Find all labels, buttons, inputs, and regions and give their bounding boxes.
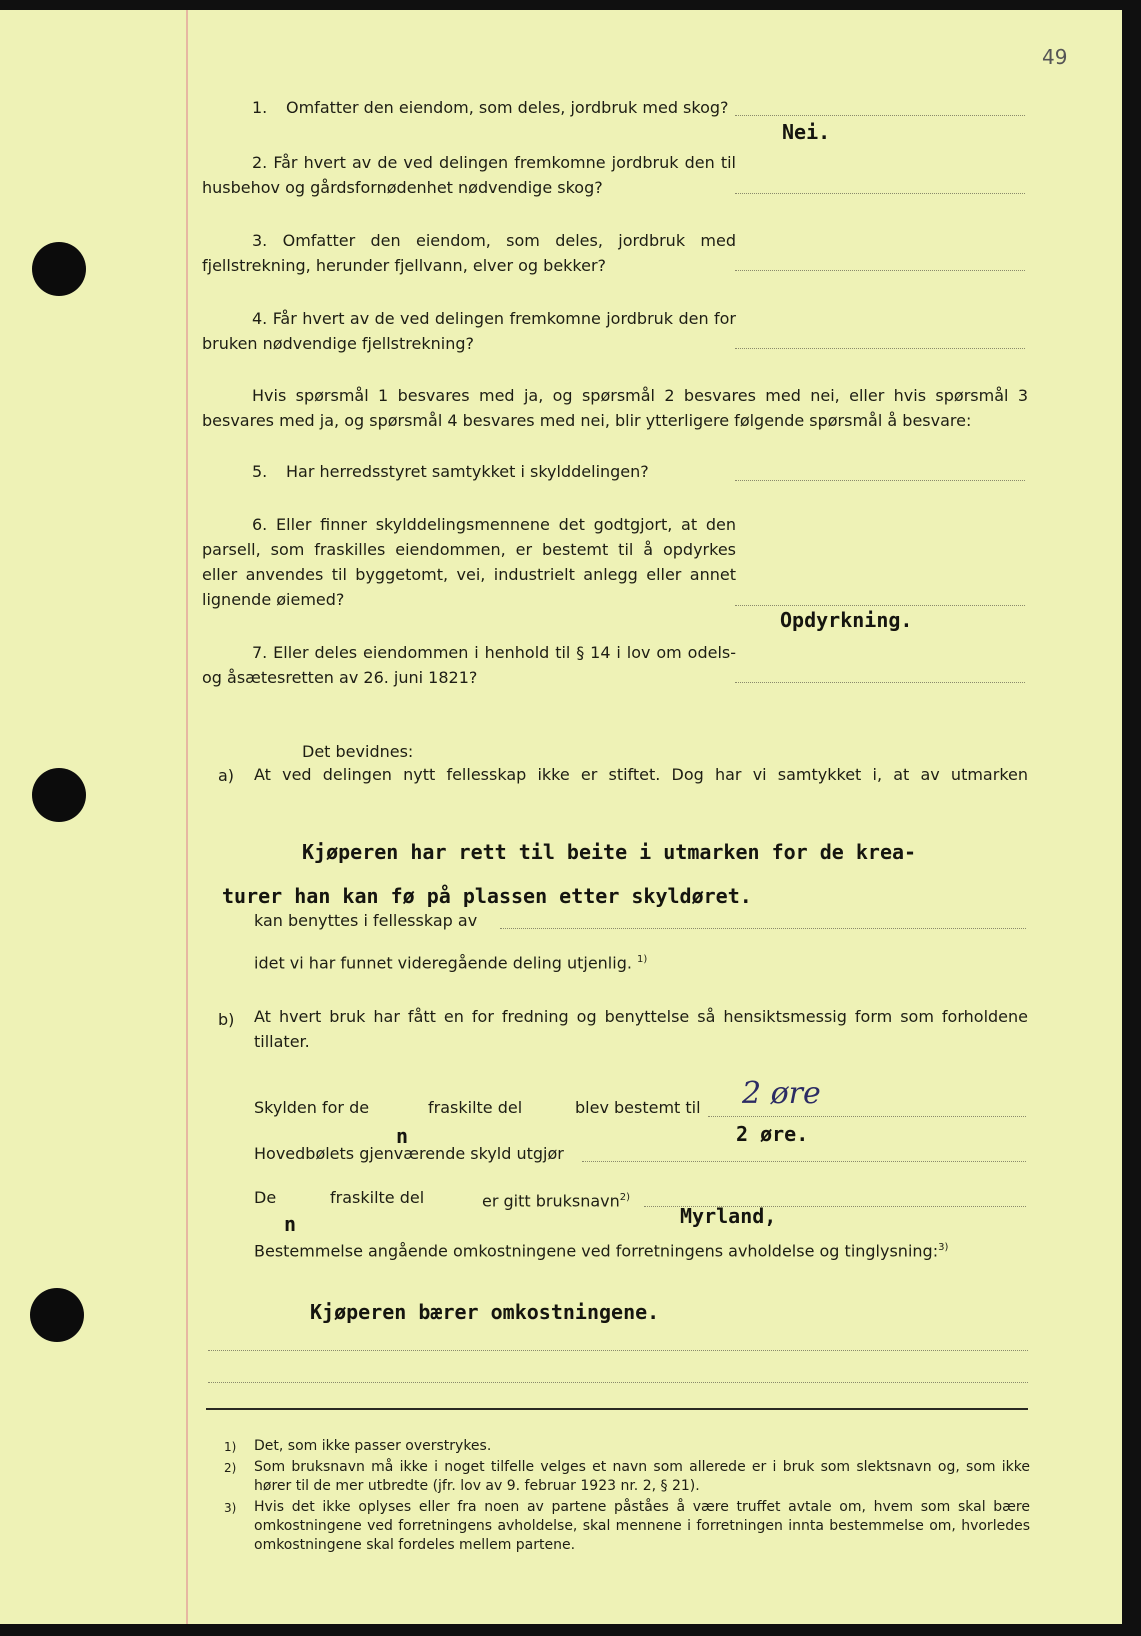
handwritten-skyld: 2 øre <box>742 1076 821 1111</box>
footnote-2-mark: 2) <box>224 1461 237 1475</box>
skyld-w3: blev bestemt til <box>575 1098 701 1117</box>
fill-line <box>644 1206 1026 1207</box>
footnote-3-text: Hvis det ikke oplyses eller fra noen av partene påståes å være truffet avtale om, hvem som skal bære omkostningene ved forretningens avholdelse, skal mennene i forretningen innta bestemmelse om, hvorledes omkostningene skal fordeles mellem partene. <box>254 1499 1030 1553</box>
cert-b-text: At hvert bruk har fått en for fredning og benyttelse så hensiktsmessig form som forholdene tillater. <box>254 1007 1028 1051</box>
footnote-1-text: Det, som ikke passer overstrykes. <box>254 1438 492 1454</box>
question-6-number: 6. <box>252 515 268 534</box>
bruksnavn-w1: De <box>254 1188 277 1207</box>
typed-n-2: n <box>284 1212 297 1236</box>
cert-b-label: b) <box>218 1010 235 1029</box>
footnote-ref-3: 3) <box>938 1242 949 1253</box>
cert-a-continued: kan benyttes i fellesskap av <box>254 911 478 930</box>
question-7 <box>202 640 736 690</box>
footnote-ref-2: 2) <box>619 1192 631 1203</box>
punch-hole <box>32 768 86 822</box>
bruksnavn-w3: er gitt bruksnavn <box>482 1191 620 1211</box>
certification-heading: Det bevidnes: <box>302 742 414 761</box>
question-5-text: Har herredsstyret samtykket i skylddelingen? <box>286 462 649 481</box>
footnote-ref-1: 1) <box>637 954 648 965</box>
fill-line <box>208 1382 1028 1383</box>
typed-n-1: n <box>396 1124 409 1148</box>
answer-line <box>735 682 1025 683</box>
question-7-text: Eller deles eiendommen i henhold til § 14 i lov om odels- og åsætesretten av 26. juni 1821? <box>202 643 736 687</box>
answer-line <box>735 480 1025 481</box>
bruksnavn-value: Myrland, <box>680 1204 777 1228</box>
margin-line <box>186 10 188 1624</box>
question-4-number: 4. <box>252 309 268 328</box>
skyld-w2: fraskilte del <box>428 1098 523 1117</box>
page-number: 49 <box>1042 45 1068 69</box>
fill-line <box>708 1116 1026 1117</box>
question-4 <box>202 306 736 356</box>
cert-a-text: At ved delingen nytt fellesskap ikke er stiftet. Dog har vi samtykket i, at av utmarken <box>254 765 1028 784</box>
answer-line <box>735 348 1025 349</box>
typed-line-1: Kjøperen har rett til beite i utmarken for de krea- <box>302 840 917 864</box>
answer-line <box>735 115 1025 116</box>
bruksnavn-w2: fraskilte del <box>330 1188 425 1207</box>
punch-hole <box>32 242 86 296</box>
skyld-typed-value: 2 øre. <box>736 1122 809 1146</box>
fill-line <box>582 1161 1026 1162</box>
footnote-2-text: Som bruksnavn må ikke i noget tilfelle velges et navn som allerede er i bruk som slektsnavn og, som ikke hører til de mer utbredte (jfr. lov av 9. februar 1923 nr. 2, § 21). <box>254 1459 1030 1494</box>
fill-line <box>208 1350 1028 1351</box>
question-5-number: 5. <box>252 462 268 481</box>
costs-label: Bestemmelse angående omkostningene ved forretningens avholdelse og tinglysning: <box>254 1241 939 1261</box>
footnote-1-mark: 1) <box>224 1440 237 1454</box>
cert-a-label: a) <box>218 766 235 785</box>
question-1-text: Omfatter den eiendom, som deles, jordbruk med skog? <box>286 98 729 117</box>
footnote-3-mark: 3) <box>224 1501 237 1515</box>
question-1-number: 1. <box>252 98 268 117</box>
answer-line <box>735 270 1025 271</box>
bruksnavn-w3-wrap <box>482 1188 630 1211</box>
cert-a-end <box>254 950 647 973</box>
costs-value: Kjøperen bærer omkostningene. <box>310 1300 660 1324</box>
answer-line <box>735 605 1025 606</box>
skyld-w1: Skylden for de <box>254 1098 370 1117</box>
answer-6: Opdyrkning. <box>780 608 913 632</box>
question-6 <box>202 512 736 612</box>
costs-label-wrap <box>254 1238 948 1261</box>
question-3 <box>202 228 736 278</box>
punch-hole <box>30 1288 84 1342</box>
answer-1: Nei. <box>782 120 831 144</box>
cert-a-end-text: idet vi har funnet videregående deling utjenlig. <box>254 953 632 973</box>
question-4-text: Får hvert av de ved delingen fremkomne jordbruk den for bruken nødvendige fjellstrekning? <box>202 309 737 353</box>
document-page <box>0 10 1122 1624</box>
question-2-number: 2. <box>252 153 268 172</box>
question-2 <box>202 150 736 200</box>
answer-line <box>735 193 1025 194</box>
conditional-note: Hvis spørsmål 1 besvares med ja, og spørsmål 2 besvares med nei, eller hvis spørsmål 3 besvares med ja, og spørsmål 4 besvares med nei, blir ytterligere følgende spørsmål å besvare: <box>202 386 1028 430</box>
question-3-number: 3. <box>252 231 268 250</box>
question-2-text: Får hvert av de ved delingen fremkomne jordbruk den til husbehov og gårdsfornødenhet nødvendige skog? <box>202 153 736 197</box>
footnote-separator <box>206 1408 1028 1410</box>
question-6-text: Eller finner skylddelingsmennene det godtgjort, at den parsell, som fraskilles eiendommen, er bestemt til å opdyrkes eller anvendes til byggetomt, vei, industrielt anlegg eller annet lignende øiemed? <box>202 515 737 609</box>
question-7-number: 7. <box>252 643 268 662</box>
skyld-remaining-label: Hovedbølets gjenværende skyld utgjør <box>254 1144 564 1163</box>
typed-line-2: turer han kan fø på plassen etter skyldøret. <box>222 884 752 908</box>
question-3-text: Omfatter den eiendom, som deles, jordbruk med fjellstrekning, herunder fjellvann, elver og bekker? <box>202 231 736 275</box>
fill-line <box>500 928 1026 929</box>
